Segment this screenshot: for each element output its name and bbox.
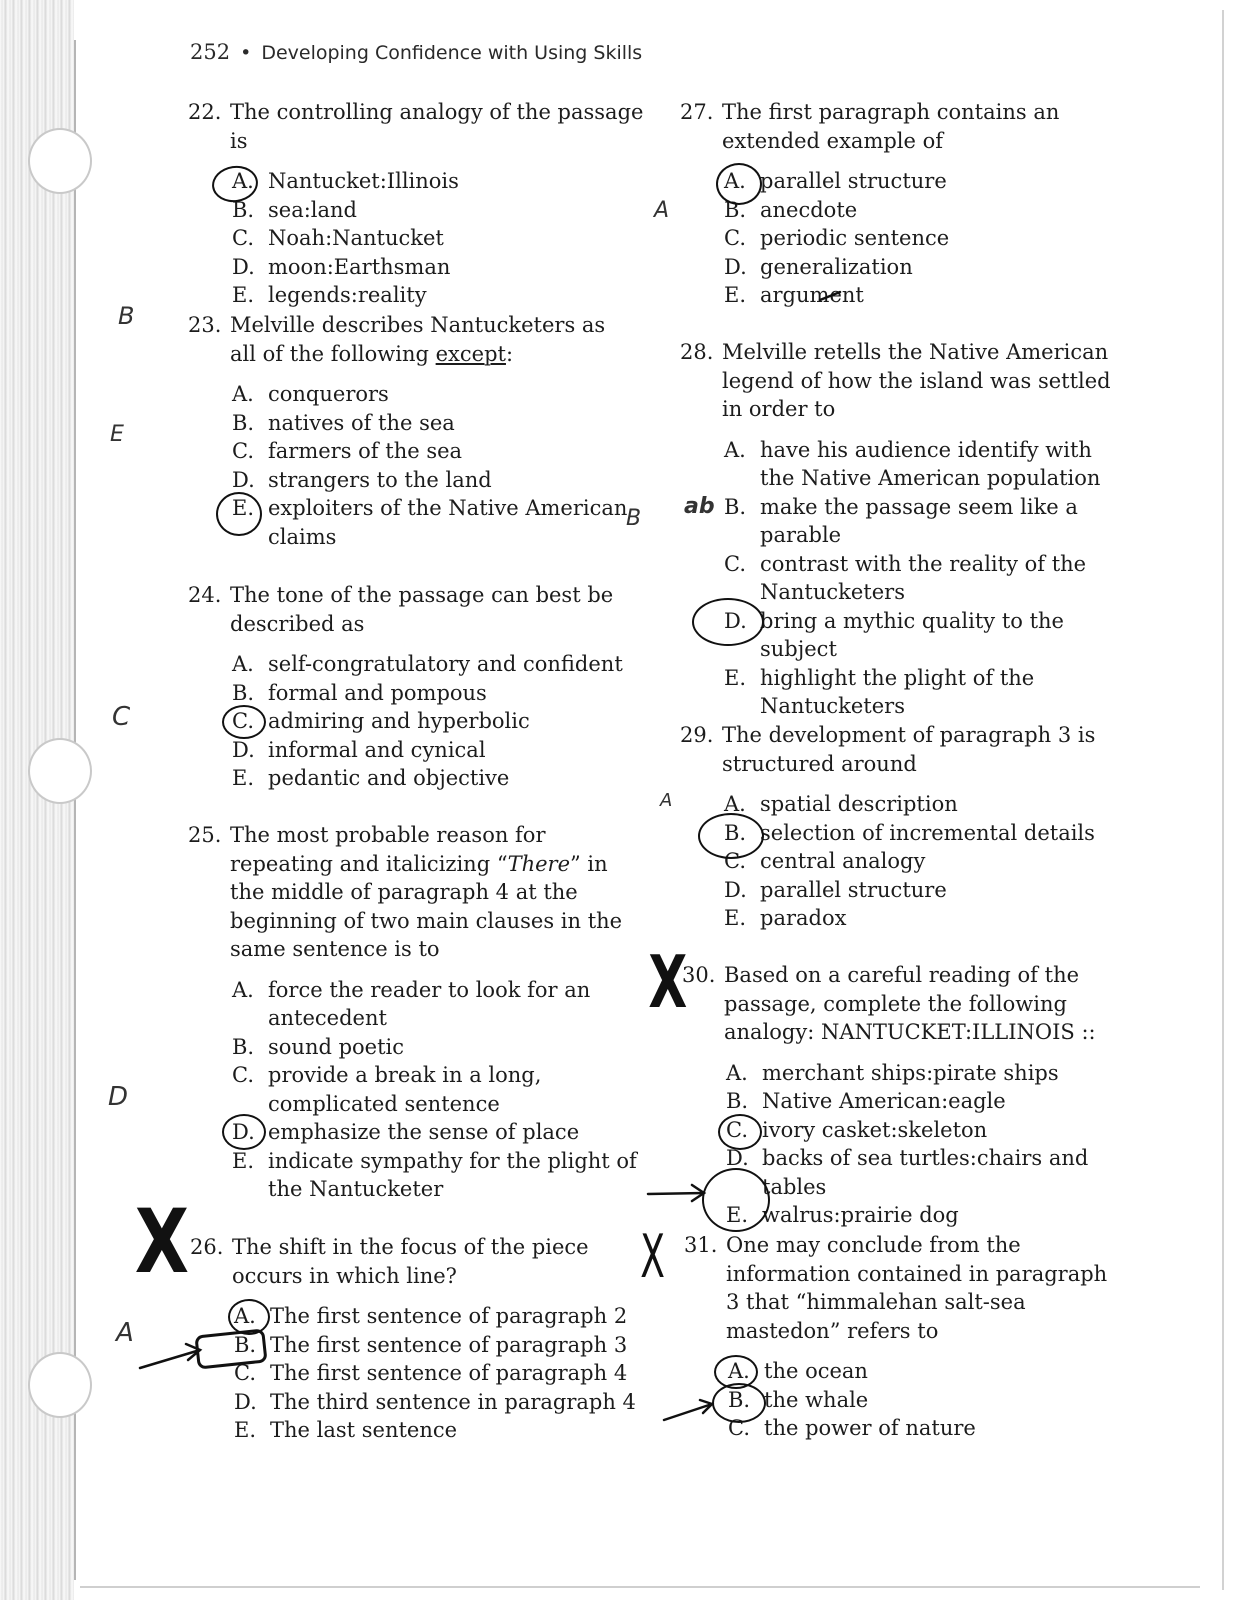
option-e: E. paradox [724,906,847,930]
option-c: C. contrast with the reality of the Nantucketers [724,551,1087,604]
question-stem: One may conclude from the information contained in paragraph 3 that “himmalehan salt-sea mastedon” refers to [726,1233,1108,1343]
arrow-q30 [648,1193,704,1194]
option-b: B. Native American:eagle [726,1089,1006,1113]
option-e: E. walrus:prairie dog [726,1203,959,1227]
handwritten-note: C [112,702,131,732]
option-c: C. farmers of the sea [232,439,463,463]
option-d: D. parallel structure [724,877,947,902]
handwritten-scribble: ab [684,494,715,519]
option-a: A. have his audience identify with the Native American population [724,437,1101,490]
header-title: Developing Confidence with Using Skills [261,42,643,64]
handwritten-note: A [654,198,670,223]
option-a: A. self-congratulatory and confident [232,652,623,676]
option-e: E. exploiters of the Native American claims [232,496,628,549]
option-c: C. provide a break in a long, complicated sentence [232,1063,542,1116]
option-b: B. the whale [728,1387,869,1412]
question-number: 26. [190,1235,224,1259]
option-d: D. The third sentence in paragraph 4 [234,1389,636,1414]
option-a: A. force the reader to look for an antecedent [232,977,591,1030]
option-a: A. spatial description [724,792,958,816]
option-a: A. Nantucket:Illinois [232,169,459,193]
option-d: D. moon:Earthsman [232,254,451,279]
handwritten-note: B [118,302,135,330]
question-number: 25. [188,823,222,847]
option-b: B. The first sentence of paragraph 3 [234,1332,628,1357]
handwritten-note: A [660,790,673,811]
question-stem: The most probable reason for repeating and italicizing “There” in the middle of paragraph 4 at the beginning of two main clauses in the same sentence is to [230,823,623,961]
option-e: E. legends:reality [232,283,427,307]
option-b: B. formal and pompous [232,680,487,705]
question-number: 31. [684,1233,718,1257]
option-b: B. selection of incremental details [724,820,1095,845]
page-number: 252 [190,40,231,64]
option-e: E. pedantic and objective [232,766,510,790]
option-b: B. sea:land [232,197,358,222]
handwritten-note: A [116,1318,134,1348]
question-stem: Melville retells the Native American legend of how the island was settled in order to [722,340,1111,421]
option-c: C. The first sentence of paragraph 4 [234,1361,628,1385]
option-c: C. periodic sentence [724,226,950,250]
wrong-mark-x: X [134,1190,190,1293]
option-c: C. ivory casket:skeleton [726,1117,988,1142]
option-c: C. the power of nature [728,1416,976,1440]
question-number: 30. [682,963,716,987]
question-number: 27. [680,100,714,124]
handwritten-note: D [108,1082,129,1112]
question-stem: The controlling analogy of the passage is [230,100,644,153]
option-e: E. highlight the plight of the Nantucketers [724,665,1035,718]
question-stem: The development of paragraph 3 is structured around [722,723,1096,776]
option-b: B. anecdote [724,197,858,222]
question-number: 22. [188,100,222,124]
option-a: A. merchant ships:pirate ships [726,1060,1059,1085]
option-a: A. parallel structure [724,169,947,193]
question-number: 28. [680,340,714,364]
question-stem: The shift in the focus of the piece occurs in which line? [232,1235,589,1288]
option-b: B. sound poetic [232,1034,405,1059]
option-d: D. generalization [724,254,913,279]
option-d: D. informal and cynical [232,737,486,762]
question-stem: Based on a careful reading of the passage, complete the following analogy: NANTUCKET:ILLINOIS :: [724,963,1096,1044]
option-a: A. the ocean [728,1359,868,1383]
pen-stroke [820,292,840,300]
option-a: A. The first sentence of paragraph 2 [234,1304,628,1328]
option-c: C. admiring and hyperbolic [232,709,530,733]
option-c: C. central analogy [724,849,926,873]
question-number: 23. [188,313,222,337]
wrong-mark-x: X [648,940,688,1024]
option-c: C. Noah:Nantucket [232,226,444,250]
question-number: 29. [680,723,714,747]
option-d: D. emphasize the sense of place [232,1120,580,1144]
option-d: D. backs of sea turtles:chairs and tables [726,1146,1089,1199]
option-d: D. bring a mythic quality to the subject [724,608,1064,661]
option-d: D. strangers to the land [232,467,492,492]
option-a: A. conquerors [232,382,389,406]
question-stem: Melville describes Nantucketers as all of the following except: [230,313,606,366]
option-e: E. The last sentence [234,1418,458,1442]
option-e: E. argument [724,283,864,307]
option-b: B. make the passage seem like a parable [724,494,1078,547]
option-e: E. indicate sympathy for the plight of the Nantucketer [232,1148,637,1201]
option-b: B. natives of the sea [232,410,455,435]
question-stem: The first paragraph contains an extended example of [722,100,1060,153]
question-number: 24. [188,583,222,607]
header-separator: • [240,42,252,64]
handwritten-note: B [626,506,642,531]
question-stem: The tone of the passage can best be described as [230,583,614,636]
wrong-mark-x: X [640,1222,665,1292]
handwritten-note: E [110,422,124,447]
